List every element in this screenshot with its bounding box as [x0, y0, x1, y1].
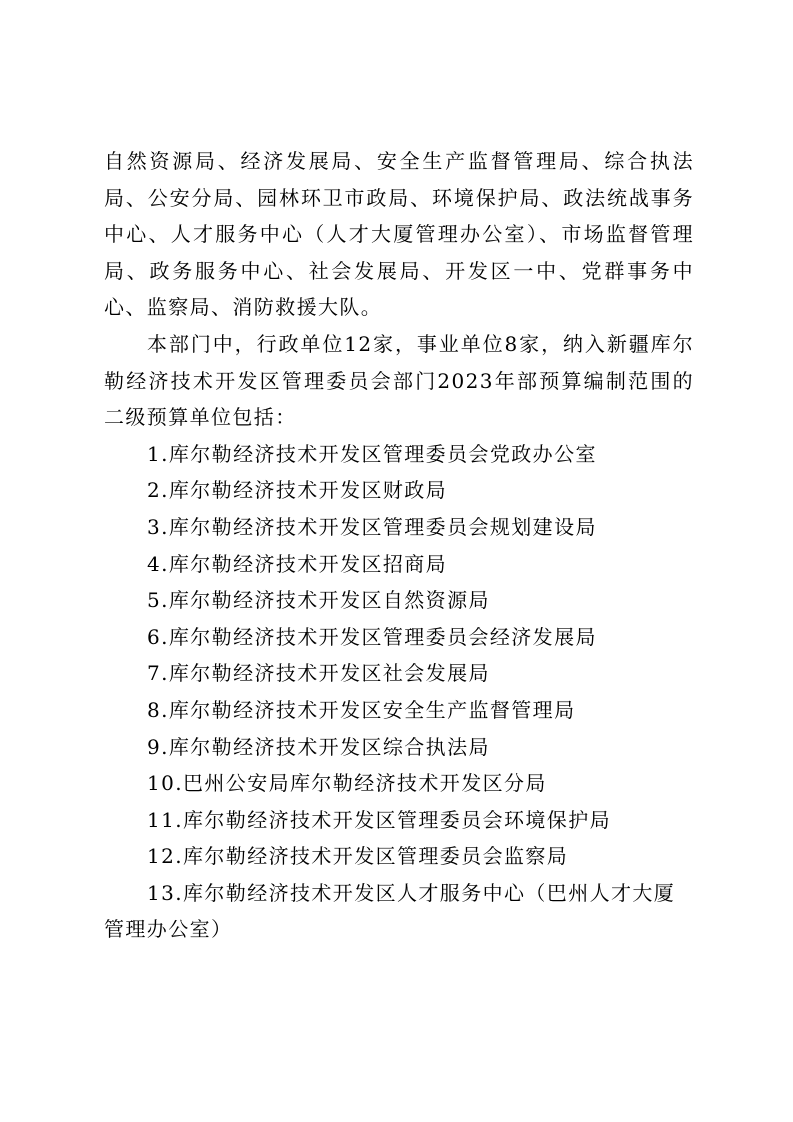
paragraph-department-list-continued: 自然资源局、经济发展局、安全生产监督管理局、综合执法局、公安分局、园林环卫市政局、环境保护局、政法统战事务中心、人才服务中心（人才大厦管理办公室）、市场监督管理局、政务服务中心、社会发展局、开发区一中、党群事务中心、监察局、消防救援大队。	[104, 149, 694, 320]
list-item: 11.库尔勒经济技术开发区管理委员会环境保护局	[147, 807, 612, 832]
list-item: 9.库尔勒经济技术开发区综合执法局	[147, 734, 490, 759]
list-item: 3.库尔勒经济技术开发区管理委员会规划建设局	[147, 514, 597, 539]
secondary-budget-unit-list	[104, 436, 694, 948]
list-item: 8.库尔勒经济技术开发区安全生产监督管理局	[147, 697, 576, 722]
list-item: 13.库尔勒经济技术开发区人才服务中心（巴州人才大厦管理办公室）	[104, 880, 676, 942]
list-item: 1.库尔勒经济技术开发区管理委员会党政办公室	[147, 441, 597, 466]
list-item: 2.库尔勒经济技术开发区财政局	[147, 478, 448, 503]
list-item: 12.库尔勒经济技术开发区管理委员会监察局	[147, 844, 569, 869]
list-item: 5.库尔勒经济技术开发区自然资源局	[147, 588, 490, 613]
list-item: 4.库尔勒经济技术开发区招商局	[147, 551, 448, 576]
list-item: 7.库尔勒经济技术开发区社会发展局	[147, 661, 490, 686]
paragraph-unit-summary: 本部门中，行政单位12家，事业单位8家，纳入新疆库尔勒经济技术开发区管理委员会部门2023年部预算编制范围的二级预算单位包括：	[104, 331, 694, 430]
document-body	[104, 143, 694, 948]
list-item: 6.库尔勒经济技术开发区管理委员会经济发展局	[147, 624, 597, 649]
list-item: 10.巴州公安局库尔勒经济技术开发区分局	[147, 771, 547, 796]
